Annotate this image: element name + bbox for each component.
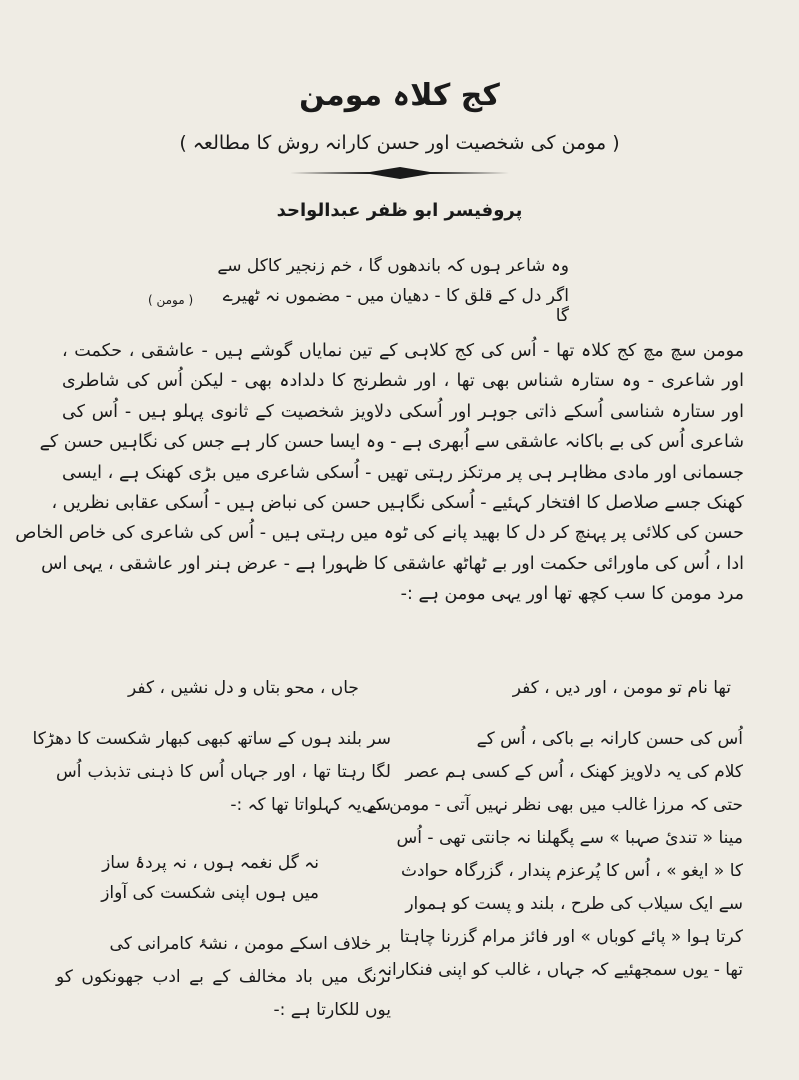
right-column — [361, 723, 743, 987]
column-line: سر بلند ہوں کے ساتھ کبھی کبھار شکست کا دھڑکا — [32, 729, 391, 749]
paragraph-line: شاعری اُس کی بے باکانہ عاشقی سے اُبھری ہے - وہ ایسا حسن کار ہے جس کی نگاہیں حسن کے — [39, 432, 744, 453]
left-column-top — [32, 723, 391, 822]
column-line: کرتا ہوا « پائے کوباں » اور فائز مرام گزرنا چاہتا — [399, 927, 743, 947]
couplet-line-2: میں ہوں اپنی شکست کی آواز — [101, 883, 319, 903]
column-line: تھا - یوں سمجھئیے کہ جہاں ، غالب کو اپنی فنکارانہ — [377, 960, 743, 980]
paragraph-line: جسمانی اور مادی مظاہر ہی پر مرتکز رہتی تھیں - اُسکی شاعری میں بڑی کھنک ہے ، ایسی — [62, 462, 744, 483]
paragraph-line: مومن سچ مچ کج کلاہ تھا - اُس کی کج کلاہی کے تین نمایاں گوشے ہیں - عاشقی ، حکمت ، — [62, 341, 744, 361]
column-line: کلام کی یہ دلاویز کھنک ، اُس کے کسی ہم عصر — [405, 762, 743, 782]
ornament-divider-icon — [290, 166, 510, 180]
column-line: حتی کہ مرزا غالب میں بھی نظر نہیں آتی - مومن کی — [361, 795, 743, 815]
page-title: کج کلاہ مومن — [299, 78, 500, 113]
left-column-bottom — [56, 928, 391, 1027]
paragraph-line: اور ستارہ شناسی اُسکے ذاتی جوہر اور اُسکی دلاویز شخصیت کے ثانوی پہلو ہیں - اُس کی — [62, 401, 744, 422]
paragraph-line: اور شاعری - وہ ستارہ شناس بھی تھا ، اور شطرنج کا دلدادہ بھی - لیکن اُس کی شاطری — [62, 371, 744, 392]
author-name: پروفیسر ابو ظفر عبدالواحد — [276, 200, 523, 221]
column-line: کا « ایغو » ، اُس کا پُرعزم پندار ، گزرگاہ حوادث — [400, 861, 743, 881]
couplet-line-1: نہ گل نغمہ ہوں ، نہ پردۂ ساز — [102, 853, 319, 873]
ornament-divider — [0, 166, 799, 180]
paragraph-line: کھنک جسے صلاصل کا افتخار کہئیے - اُسکی نگاہیں حسن کی نباض ہیں - اُسکی عقابی نظریں ، — [51, 492, 744, 513]
column-line: سے یہ کہلواتا تھا کہ :- — [230, 795, 391, 815]
paragraph-line: مرد مومن کا سب کچھ تھا اور یہی مومن ہے :- — [400, 584, 744, 605]
column-line: اُس کی حسن کارانہ بے باکی ، اُس کے — [476, 729, 743, 749]
column-line: لگا رہتا تھا ، اور جہاں اُس کا ذہنی تذبذب اُس — [56, 762, 391, 782]
paragraph-line: حسن کی کلائی پر پہنچ کر دل کا بھید پانے کی ٹوہ میں رہتی ہیں - اُس کی شاعری کی خاص الخاص — [15, 523, 744, 544]
column-line: بر خلاف اسکے مومن ، نشۂ کامرانی کی — [109, 934, 391, 954]
epigraph-attribution: ( مومن ) — [148, 293, 194, 307]
epigraph-line-2: اگر دل کے قلق کا - دھیان میں - مضموں نہ ٹھیرے گا — [222, 286, 569, 326]
epigraph-line-1: وہ شاعر ہوں کہ باندھوں گا ، خم زنجیر کاکل سے — [217, 256, 569, 276]
main-paragraph — [15, 336, 744, 610]
paragraph-line: ادا ، اُس کی ماورائی حکمت اور بے ٹھاٹھ عاشقی کا ظہورا ہے - عرض ہنر اور عاشقی ، یہی اس — [41, 553, 744, 574]
page-subtitle: ( مومن کی شخصیت اور حسن کارانہ روش کا مطالعہ ) — [179, 132, 620, 154]
verse-second-hemistich: جاں ، محو بتاں و دل نشیں ، کفر — [128, 678, 359, 698]
column-line: ترنگ میں باد مخالف کے بے ادب جھونکوں کو — [56, 967, 391, 987]
column-line: مینا « تندیٔ صہبا » سے پگھلنا نہ جانتی تھی - اُس — [396, 828, 743, 848]
column-line: یوں للکارتا ہے :- — [273, 1000, 391, 1020]
column-line: سے ایک سیلاب کی طرح ، بلند و پست کو ہموار — [405, 894, 743, 914]
verse-first-hemistich: تھا نام تو مومن ، اور دیں ، کفر — [512, 678, 731, 698]
